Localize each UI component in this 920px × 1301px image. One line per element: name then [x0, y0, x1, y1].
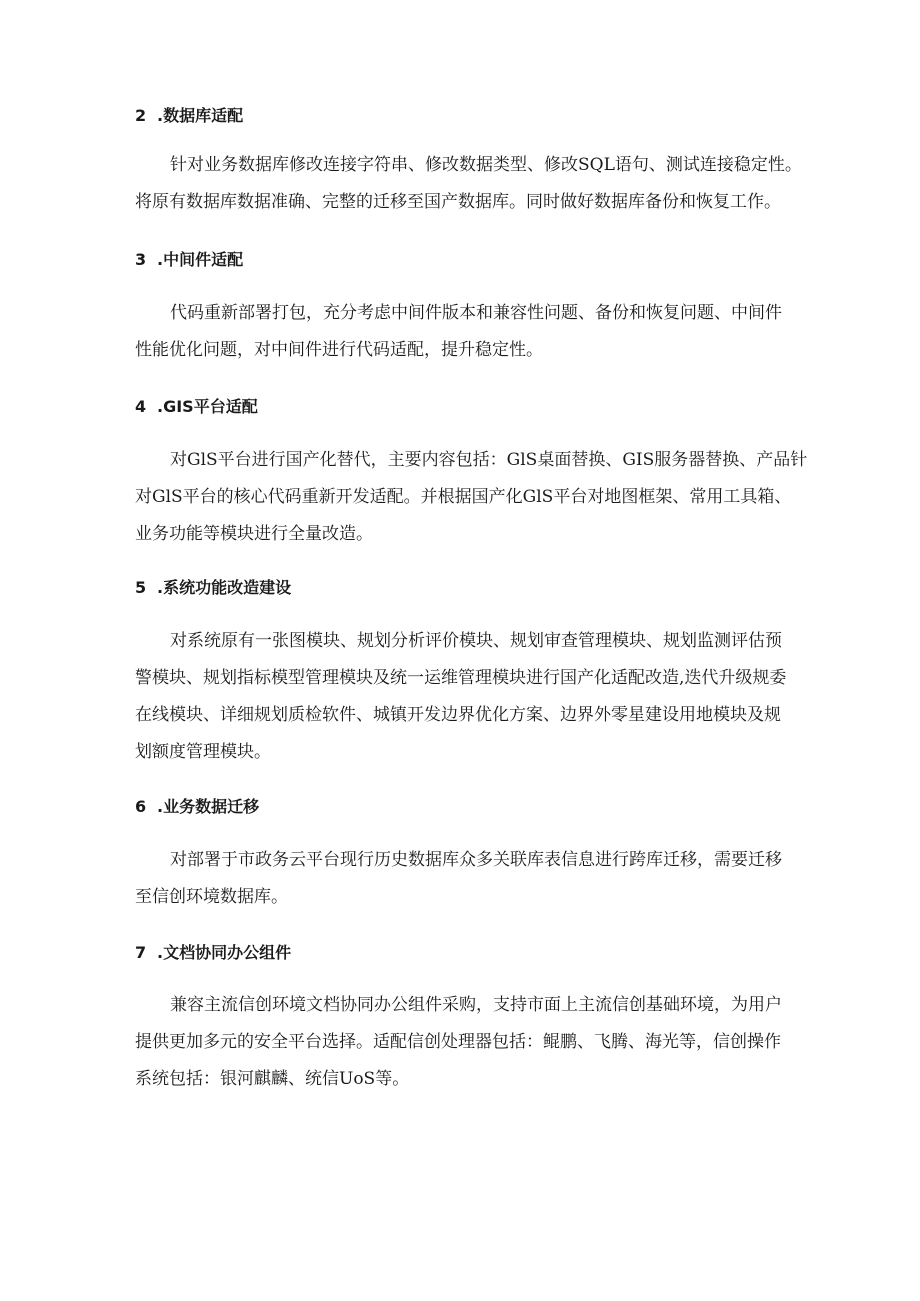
section-title: .业务数据迁移 — [157, 797, 260, 816]
paragraph-line: 系统包括：银河麒麟、统信UoS等。 — [135, 1069, 410, 1089]
section-paragraph-6 — [135, 842, 795, 916]
paragraph-line: 性能优化问题，对中间件进行代码适配，提升稳定性。 — [135, 340, 543, 360]
section-number: 5 — [135, 578, 147, 597]
paragraph-line: 兼容主流信创环境文档协同办公组件采购，支持市面上主流信创基础环境，为用户 — [170, 995, 782, 1015]
section-heading-3 — [135, 250, 243, 270]
section-number: 6 — [135, 797, 147, 816]
section-title: .中间件适配 — [157, 250, 244, 269]
section-heading-7 — [135, 943, 291, 963]
section-heading-5 — [135, 578, 291, 598]
section-number: 7 — [135, 943, 147, 962]
section-paragraph-3 — [135, 295, 795, 369]
section-paragraph-2 — [135, 147, 802, 221]
section-paragraph-7 — [135, 987, 795, 1098]
paragraph-line: 对部署于市政务云平台现行历史数据库众多关联库表信息进行跨库迁移，需要迁移 — [170, 850, 782, 870]
section-paragraph-5 — [135, 623, 795, 771]
section-paragraph-4 — [135, 442, 808, 553]
section-title: .文档协同办公组件 — [157, 943, 292, 962]
paragraph-line: 对GlS平台的核心代码重新开发适配。并根据国产化GlS平台对地图框架、常用工具箱、 — [135, 487, 792, 507]
section-title: .GIS平台适配 — [157, 397, 258, 416]
section-heading-6 — [135, 797, 259, 817]
section-heading-4 — [135, 397, 258, 417]
paragraph-line: 提供更加多元的安全平台选择。适配信创处理器包括：鲲鹏、飞腾、海光等，信创操作 — [135, 1032, 781, 1052]
section-number: 2 — [135, 106, 147, 125]
paragraph-line: 针对业务数据库修改连接字符串、修改数据类型、修改SQL语句、测试连接稳定性。 — [170, 155, 802, 175]
paragraph-line: 代码重新部署打包，充分考虑中间件版本和兼容性问题、备份和恢复问题、中间件 — [170, 303, 782, 323]
paragraph-line: 在线模块、详细规划质检软件、城镇开发边界优化方案、边界外零星建设用地模块及规 — [135, 705, 781, 725]
section-title: .系统功能改造建设 — [157, 578, 292, 597]
paragraph-line: 对系统原有一张图模块、规划分析评价模块、规划审查管理模块、规划监测评估预 — [170, 631, 782, 651]
paragraph-line: 警模块、规划指标模型管理模块及统一运维管理模块进行国产化适配改造,迭代升级规委 — [135, 668, 787, 688]
section-number: 3 — [135, 250, 147, 269]
paragraph-line: 业务功能等模块进行全量改造。 — [135, 524, 373, 544]
paragraph-line: 划额度管理模块。 — [135, 742, 271, 762]
paragraph-line: 对GlS平台进行国产化替代，主要内容包括：GlS桌面替换、GIS服务器替换、产品针 — [170, 450, 808, 470]
paragraph-line: 至信创环境数据库。 — [135, 887, 288, 907]
section-title: .数据库适配 — [157, 106, 244, 125]
section-number: 4 — [135, 397, 147, 416]
paragraph-line: 将原有数据库数据准确、完整的迁移至国产数据库。同时做好数据库备份和恢复工作。 — [135, 192, 781, 212]
section-heading-2 — [135, 106, 243, 126]
